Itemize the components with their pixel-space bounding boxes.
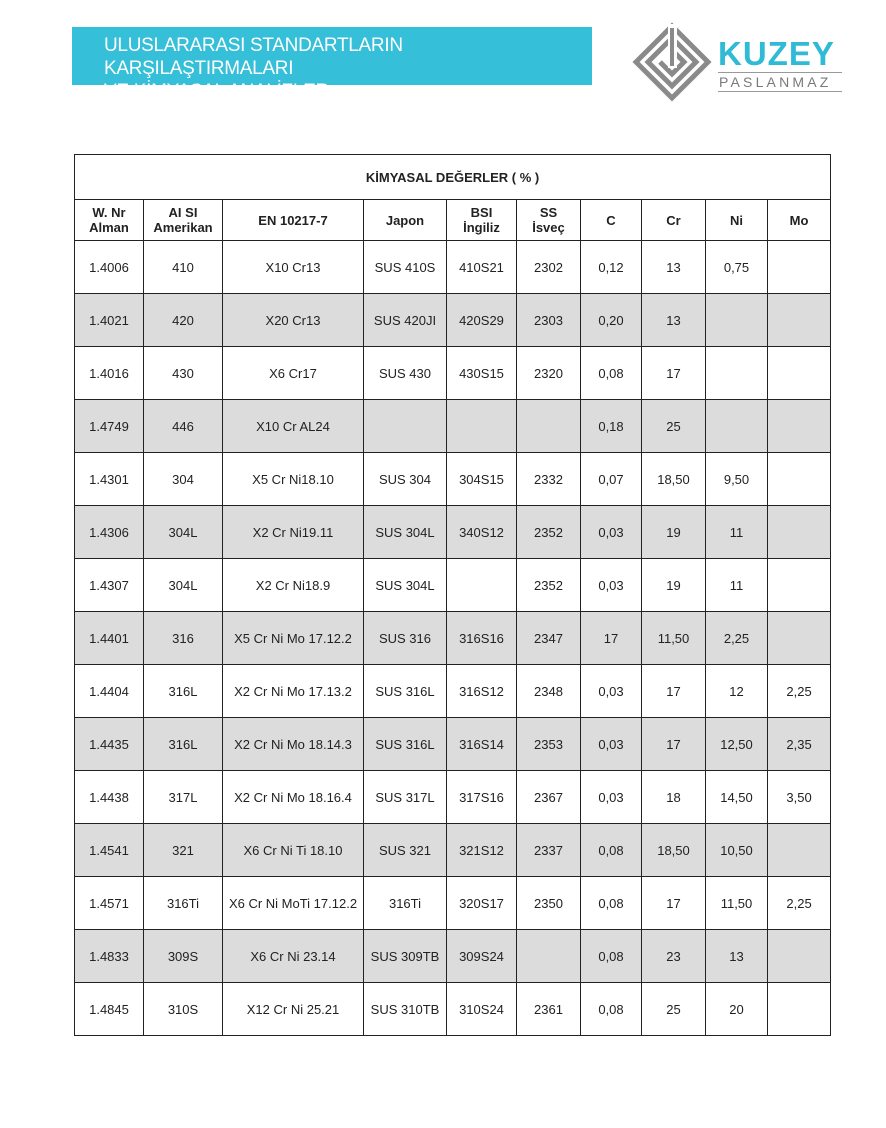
page-title-line1: ULUSLARARASI STANDARTLARIN KARŞILAŞTIRMALARI bbox=[104, 35, 403, 79]
table-cell: 2352 bbox=[517, 506, 581, 559]
table-cell: SUS 304L bbox=[364, 559, 447, 612]
table-cell bbox=[768, 824, 831, 877]
table-cell bbox=[517, 930, 581, 983]
table-cell: 2302 bbox=[517, 241, 581, 294]
table-cell: 0,03 bbox=[581, 718, 642, 771]
table-cell: 2361 bbox=[517, 983, 581, 1036]
table-cell: X2 Cr Ni Mo 18.16.4 bbox=[223, 771, 364, 824]
table-cell: 18,50 bbox=[642, 453, 706, 506]
table-cell: 23 bbox=[642, 930, 706, 983]
table-cell: 0,75 bbox=[706, 241, 768, 294]
table-cell: 321S12 bbox=[447, 824, 517, 877]
table-cell: X2 Cr Ni Mo 18.14.3 bbox=[223, 718, 364, 771]
table-cell: 430 bbox=[144, 347, 223, 400]
table-cell: 1.4006 bbox=[75, 241, 144, 294]
table-cell: 18 bbox=[642, 771, 706, 824]
table-cell: 309S24 bbox=[447, 930, 517, 983]
table-cell: X12 Cr Ni 25.21 bbox=[223, 983, 364, 1036]
table-cell: 1.4016 bbox=[75, 347, 144, 400]
table-cell: 17 bbox=[642, 718, 706, 771]
table-cell: 310S24 bbox=[447, 983, 517, 1036]
table-cell: 0,03 bbox=[581, 559, 642, 612]
table-cell: 309S bbox=[144, 930, 223, 983]
table-cell bbox=[447, 559, 517, 612]
table-row bbox=[75, 824, 831, 877]
table-cell: 0,08 bbox=[581, 930, 642, 983]
table-cell: 10,50 bbox=[706, 824, 768, 877]
table-cell: 9,50 bbox=[706, 453, 768, 506]
table-cell: 17 bbox=[642, 347, 706, 400]
table-cell: 0,08 bbox=[581, 877, 642, 930]
table-cell: 2350 bbox=[517, 877, 581, 930]
column-header-line1: Japon bbox=[385, 212, 425, 228]
table-cell: 430S15 bbox=[447, 347, 517, 400]
table-cell: 11 bbox=[706, 506, 768, 559]
column-header bbox=[706, 200, 768, 241]
table-cell: 2320 bbox=[517, 347, 581, 400]
table-cell: 316S16 bbox=[447, 612, 517, 665]
table-cell: 317L bbox=[144, 771, 223, 824]
table-cell: 0,18 bbox=[581, 400, 642, 453]
table-cell: 316L bbox=[144, 718, 223, 771]
table-cell: 446 bbox=[144, 400, 223, 453]
table-cell: 2352 bbox=[517, 559, 581, 612]
column-header-line1: W. Nr bbox=[92, 205, 126, 220]
table-cell: 316 bbox=[144, 612, 223, 665]
logo-divider bbox=[718, 91, 842, 92]
table-body bbox=[75, 241, 831, 1036]
table-row bbox=[75, 665, 831, 718]
table-cell: 316L bbox=[144, 665, 223, 718]
table-cell: 11,50 bbox=[642, 612, 706, 665]
table-cell: 13 bbox=[642, 241, 706, 294]
table-cell: SUS 309TB bbox=[364, 930, 447, 983]
logo-brand-name: KUZEY bbox=[718, 35, 835, 72]
table-cell: 316S12 bbox=[447, 665, 517, 718]
table-row bbox=[75, 718, 831, 771]
table-cell: SUS 420JI bbox=[364, 294, 447, 347]
table-cell: 3,50 bbox=[768, 771, 831, 824]
table-cell: SUS 410S bbox=[364, 241, 447, 294]
table-cell: 0,03 bbox=[581, 665, 642, 718]
table-cell: 14,50 bbox=[706, 771, 768, 824]
table-cell bbox=[447, 400, 517, 453]
column-header-line1: SS bbox=[539, 205, 558, 220]
table-cell: 2348 bbox=[517, 665, 581, 718]
table-cell: 2,35 bbox=[768, 718, 831, 771]
table-cell: X2 Cr Ni19.11 bbox=[223, 506, 364, 559]
column-header-line1: AI SI bbox=[168, 205, 198, 220]
column-header bbox=[517, 200, 581, 241]
table-cell bbox=[706, 400, 768, 453]
table-row bbox=[75, 453, 831, 506]
table-row bbox=[75, 771, 831, 824]
table-cell: 19 bbox=[642, 506, 706, 559]
table-cell: 1.4021 bbox=[75, 294, 144, 347]
column-header bbox=[144, 200, 223, 241]
table-cell: 0,08 bbox=[581, 347, 642, 400]
table-cell: X6 Cr Ni 23.14 bbox=[223, 930, 364, 983]
table-cell bbox=[768, 612, 831, 665]
table-cell: 410S21 bbox=[447, 241, 517, 294]
table-cell: 25 bbox=[642, 983, 706, 1036]
column-header-line1: EN 10217-7 bbox=[258, 212, 328, 228]
table-cell: 17 bbox=[642, 665, 706, 718]
column-header-line1: Mo bbox=[789, 212, 809, 228]
table-cell: 317S16 bbox=[447, 771, 517, 824]
table-cell: X6 Cr Ni Ti 18.10 bbox=[223, 824, 364, 877]
table-cell: 0,03 bbox=[581, 771, 642, 824]
table-row bbox=[75, 347, 831, 400]
table-cell: SUS 316L bbox=[364, 665, 447, 718]
table-cell bbox=[768, 241, 831, 294]
column-header-line1: Ni bbox=[730, 212, 743, 228]
table-cell: 304L bbox=[144, 559, 223, 612]
table-cell bbox=[768, 983, 831, 1036]
table-cell: 0,07 bbox=[581, 453, 642, 506]
table-cell: 316Ti bbox=[364, 877, 447, 930]
table-cell: 2,25 bbox=[768, 877, 831, 930]
table-cell: SUS 304 bbox=[364, 453, 447, 506]
table-cell: 2,25 bbox=[768, 665, 831, 718]
column-header-line1: C bbox=[606, 212, 616, 228]
column-header bbox=[75, 200, 144, 241]
table-cell: X5 Cr Ni18.10 bbox=[223, 453, 364, 506]
table-row bbox=[75, 559, 831, 612]
column-header-line1: Cr bbox=[666, 212, 681, 228]
table-row bbox=[75, 930, 831, 983]
table-cell: 420 bbox=[144, 294, 223, 347]
table-cell: 1.4541 bbox=[75, 824, 144, 877]
table-cell: 1.4571 bbox=[75, 877, 144, 930]
table-row bbox=[75, 612, 831, 665]
chemical-values-table bbox=[74, 154, 831, 1036]
logo-divider bbox=[718, 72, 842, 73]
table-cell bbox=[364, 400, 447, 453]
table-cell: SUS 317L bbox=[364, 771, 447, 824]
table-cell: SUS 310TB bbox=[364, 983, 447, 1036]
column-header-row bbox=[75, 200, 831, 241]
table-cell: 2337 bbox=[517, 824, 581, 877]
table-cell: 1.4438 bbox=[75, 771, 144, 824]
table-cell: 2353 bbox=[517, 718, 581, 771]
table-cell bbox=[768, 559, 831, 612]
table-cell: X2 Cr Ni18.9 bbox=[223, 559, 364, 612]
column-header bbox=[642, 200, 706, 241]
table-title: KİMYASAL DEĞERLER ( % ) bbox=[75, 155, 831, 200]
page-title-line2: VE KİMYASAL ANALİZLER bbox=[104, 81, 329, 102]
table-cell: X20 Cr13 bbox=[223, 294, 364, 347]
table-cell: 0,20 bbox=[581, 294, 642, 347]
column-header bbox=[581, 200, 642, 241]
table-cell: 20 bbox=[706, 983, 768, 1036]
table-cell: 0,03 bbox=[581, 506, 642, 559]
table-cell: 11 bbox=[706, 559, 768, 612]
table-cell: 316Ti bbox=[144, 877, 223, 930]
column-header bbox=[364, 200, 447, 241]
table-cell: 340S12 bbox=[447, 506, 517, 559]
table-cell: 2,25 bbox=[706, 612, 768, 665]
table-cell: 316S14 bbox=[447, 718, 517, 771]
table-cell: 310S bbox=[144, 983, 223, 1036]
table-cell: X6 Cr17 bbox=[223, 347, 364, 400]
table-row bbox=[75, 983, 831, 1036]
table-cell: 304L bbox=[144, 506, 223, 559]
table-cell: SUS 316L bbox=[364, 718, 447, 771]
table-cell: SUS 316 bbox=[364, 612, 447, 665]
table-cell bbox=[517, 400, 581, 453]
table-cell: 320S17 bbox=[447, 877, 517, 930]
table-cell: 19 bbox=[642, 559, 706, 612]
table-cell: 2332 bbox=[517, 453, 581, 506]
table-cell bbox=[768, 294, 831, 347]
table-row bbox=[75, 506, 831, 559]
table-cell bbox=[768, 506, 831, 559]
table-row bbox=[75, 241, 831, 294]
column-header-line2: İngiliz bbox=[463, 220, 500, 235]
table-cell: 17 bbox=[581, 612, 642, 665]
column-header bbox=[768, 200, 831, 241]
table-row bbox=[75, 400, 831, 453]
table-cell: 1.4833 bbox=[75, 930, 144, 983]
table-cell bbox=[768, 930, 831, 983]
table-cell: 1.4306 bbox=[75, 506, 144, 559]
table-cell: 1.4307 bbox=[75, 559, 144, 612]
table-cell: X5 Cr Ni Mo 17.12.2 bbox=[223, 612, 364, 665]
table-cell: 0,08 bbox=[581, 824, 642, 877]
column-header bbox=[223, 200, 364, 241]
table-cell: 304 bbox=[144, 453, 223, 506]
table-cell: 1.4435 bbox=[75, 718, 144, 771]
column-header-line2: Amerikan bbox=[153, 220, 213, 235]
table-cell: 13 bbox=[642, 294, 706, 347]
table-cell bbox=[768, 400, 831, 453]
table-cell: SUS 304L bbox=[364, 506, 447, 559]
table-cell: 1.4845 bbox=[75, 983, 144, 1036]
table-cell: SUS 321 bbox=[364, 824, 447, 877]
table-cell: 321 bbox=[144, 824, 223, 877]
table-cell: 410 bbox=[144, 241, 223, 294]
table-cell: 1.4401 bbox=[75, 612, 144, 665]
table-cell: 1.4404 bbox=[75, 665, 144, 718]
table-cell bbox=[706, 347, 768, 400]
column-header bbox=[447, 200, 517, 241]
table-cell: 18,50 bbox=[642, 824, 706, 877]
table-cell: X10 Cr AL24 bbox=[223, 400, 364, 453]
column-header-line2: İsveç bbox=[532, 220, 565, 235]
table-cell: 304S15 bbox=[447, 453, 517, 506]
table-cell bbox=[768, 347, 831, 400]
table-cell: 420S29 bbox=[447, 294, 517, 347]
title-banner bbox=[72, 27, 592, 102]
table-cell: 2367 bbox=[517, 771, 581, 824]
table-cell: 13 bbox=[706, 930, 768, 983]
column-header-line2: Alman bbox=[89, 220, 129, 235]
table-cell: X2 Cr Ni Mo 17.13.2 bbox=[223, 665, 364, 718]
table-cell: 2347 bbox=[517, 612, 581, 665]
table-cell: 12 bbox=[706, 665, 768, 718]
table-cell: 2303 bbox=[517, 294, 581, 347]
table-row bbox=[75, 294, 831, 347]
table-cell: 12,50 bbox=[706, 718, 768, 771]
table-cell bbox=[706, 294, 768, 347]
column-header-line1: BSI bbox=[470, 205, 493, 220]
kuzey-logo-mark-icon bbox=[632, 22, 712, 108]
table-row bbox=[75, 877, 831, 930]
table-cell: 1.4301 bbox=[75, 453, 144, 506]
table-cell: 25 bbox=[642, 400, 706, 453]
table-cell: 11,50 bbox=[706, 877, 768, 930]
table-cell: 0,12 bbox=[581, 241, 642, 294]
table-cell: 0,08 bbox=[581, 983, 642, 1036]
table-cell: SUS 430 bbox=[364, 347, 447, 400]
logo-subtitle: PASLANMAZ bbox=[719, 74, 832, 90]
table-cell: 1.4749 bbox=[75, 400, 144, 453]
table-cell: X10 Cr13 bbox=[223, 241, 364, 294]
kuzey-logo bbox=[632, 22, 852, 108]
table-cell bbox=[768, 453, 831, 506]
table-cell: 17 bbox=[642, 877, 706, 930]
table-cell: X6 Cr Ni MoTi 17.12.2 bbox=[223, 877, 364, 930]
